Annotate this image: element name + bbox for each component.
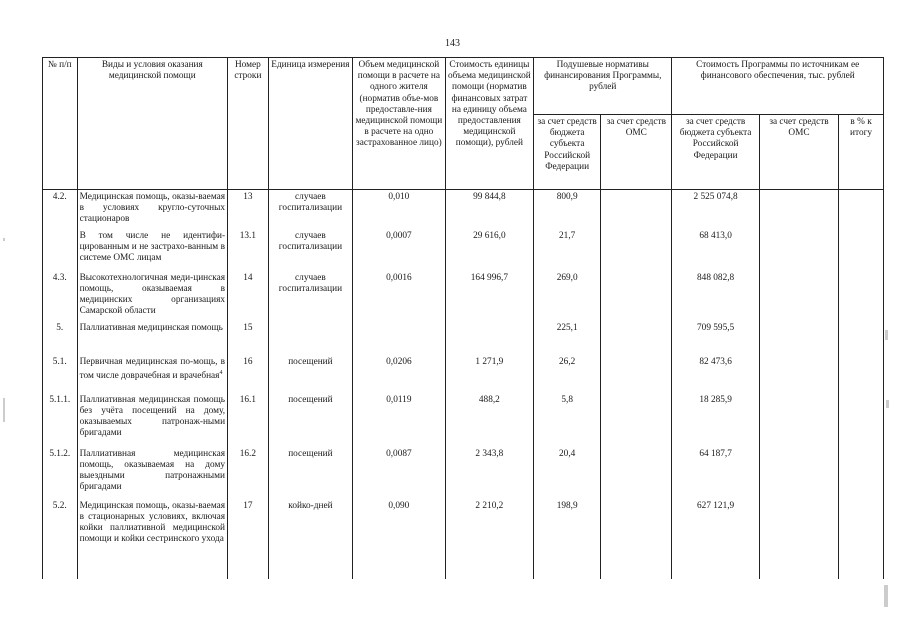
cell-cost: 2 343,8 [445,449,533,501]
cell-unit: посещений [268,449,352,501]
cell-name: Паллиативная медицинская помощь, оказываемая на дому выездными патронажными бригадами [77,449,227,501]
cell-per-capita-oms [601,357,672,395]
cell-cost [445,323,533,357]
cell-volume: 0,090 [353,501,446,579]
cell-name: Медицинская помощь, оказы-ваемая в стационарных условиях, включая койки паллиативной медицинской помощи и койки сестринского ухода [77,501,227,579]
header-program-cost: Стоимость Программы по источникам ее финансового обеспечения, тыс. рублей [672,58,884,115]
cell-program-oms [759,395,838,449]
cell-cost: 164 996,7 [445,273,533,323]
table-row [43,395,884,449]
cell-volume: 0,0119 [353,395,446,449]
header-unit: Единица измерения [268,58,352,190]
cell-per-capita-budget: 198,9 [534,501,601,579]
cell-program-pct [839,323,884,357]
cell-per-capita-budget: 26,2 [534,357,601,395]
cell-program-pct [839,231,884,273]
cell-program-pct [839,273,884,323]
cell-per-capita-oms [601,190,672,231]
table-body [43,190,884,579]
header-per-capita: Подушевые нормативы финансирования Программы, рублей [534,58,672,115]
cell-volume: 0,0007 [353,231,446,273]
cell-per-capita-budget: 20,4 [534,449,601,501]
cell-per-capita-oms [601,273,672,323]
table-row [43,357,884,395]
table-row [43,273,884,323]
cell-unit: случаев госпитализации [268,273,352,323]
table-row [43,323,884,357]
cell-cost: 29 616,0 [445,231,533,273]
cell-volume: 0,0206 [353,357,446,395]
cell-volume: 0,0016 [353,273,446,323]
cell-row-no: 16.2 [228,449,269,501]
cell-per-capita-oms [601,395,672,449]
cell-row-no: 13.1 [228,231,269,273]
cell-row-no: 15 [228,323,269,357]
scan-mark [885,330,888,340]
cell-program-oms [759,190,838,231]
cell-num: 5. [43,323,78,357]
cell-program-pct [839,190,884,231]
financing-table [42,57,884,579]
cell-per-capita-budget: 5,8 [534,395,601,449]
header-cost: Стоимость единицы объема медицинской помощи (норматив финансовых затрат на единицу объема предоставления медицинской помощи), рублей [445,58,533,190]
cell-program-budget: 64 187,7 [672,449,759,501]
cell-cost: 2 210,2 [445,501,533,579]
cell-unit: койко-дней [268,501,352,579]
header-row-no: Номер строки [228,58,269,190]
cell-program-oms [759,273,838,323]
cell-per-capita-budget: 21,7 [534,231,601,273]
scan-mark [884,585,888,607]
cell-name: Высокотехнологичная меди-цинская помощь, оказываемая в медицинских организациях Самарской области [77,273,227,323]
cell-program-budget: 68 413,0 [672,231,759,273]
cell-program-budget: 709 595,5 [672,323,759,357]
cell-program-oms [759,501,838,579]
cell-cost: 488,2 [445,395,533,449]
cell-row-no: 17 [228,501,269,579]
cell-name: Паллиативная медицинская помощь [77,323,227,357]
cell-per-capita-oms [601,501,672,579]
cell-program-budget: 627 121,9 [672,501,759,579]
header-program-pct: в % к итогу [839,115,884,190]
page-number: 143 [445,38,460,49]
cell-program-budget: 18 285,9 [672,395,759,449]
cell-row-no: 13 [228,190,269,231]
cell-unit [268,323,352,357]
cell-num: 4.2. [43,190,78,231]
cell-program-oms [759,231,838,273]
header-program-budget: за счет средств бюджета субъекта Российской Федерации [672,115,759,190]
cell-name: Медицинская помощь, оказы-ваемая в условиях кругло-суточных стационаров [77,190,227,231]
cell-cost: 99 844,8 [445,190,533,231]
cell-unit: посещений [268,357,352,395]
cell-unit: случаев госпитализации [268,231,352,273]
cell-per-capita-oms [601,231,672,273]
cell-row-no: 16.1 [228,395,269,449]
cell-program-pct [839,357,884,395]
cell-unit: посещений [268,395,352,449]
scan-mark [3,398,5,422]
cell-num: 4.3. [43,273,78,323]
cell-program-pct [839,395,884,449]
scan-mark [3,238,5,241]
cell-cost: 1 271,9 [445,357,533,395]
footnote-mark: 4 [219,369,223,376]
cell-num [43,231,78,273]
cell-row-no: 16 [228,357,269,395]
cell-per-capita-oms [601,323,672,357]
header-row-1 [43,58,884,115]
header-num: № п/п [43,58,78,190]
cell-per-capita-budget: 269,0 [534,273,601,323]
cell-num: 5.1.1. [43,395,78,449]
table-row [43,231,884,273]
header-per-capita-budget: за счет средств бюджета субъекта Российской Федерации [534,115,601,190]
table-row [43,190,884,231]
cell-program-oms [759,323,838,357]
table-row [43,449,884,501]
cell-num: 5.2. [43,501,78,579]
cell-program-budget: 848 082,8 [672,273,759,323]
cell-program-budget: 82 473,6 [672,357,759,395]
cell-name: В том числе не идентифи-цированным и не застрахо-ванным в системе ОМС лицам [77,231,227,273]
cell-num: 5.1. [43,357,78,395]
cell-volume: 0,010 [353,190,446,231]
cell-per-capita-budget: 225,1 [534,323,601,357]
header-kind: Виды и условия оказания медицинской помощи [77,58,227,190]
table-row [43,501,884,579]
cell-volume: 0,0087 [353,449,446,501]
header-program-oms: за счет средств ОМС [759,115,838,190]
header-volume: Объем медицинской помощи в расчете на одного жителя (норматив объе-мов предоставле-ния медицинской помощи в расчете на одно застрахованное лицо) [353,58,446,190]
cell-name: Первичная медицинская по-мощь, в том числе доврачебная и врачебная$^4$ [77,357,227,395]
cell-program-oms [759,449,838,501]
cell-program-oms [759,357,838,395]
cell-num: 5.1.2. [43,449,78,501]
cell-program-budget: 2 525 074,8 [672,190,759,231]
cell-name: Паллиативная медицинская помощь без учёта посещений на дому, оказываемых патронаж-ными бригадами [77,395,227,449]
cell-program-pct [839,501,884,579]
header-per-capita-oms: за счет средств ОМС [601,115,672,190]
cell-per-capita-budget: 800,9 [534,190,601,231]
cell-program-pct [839,449,884,501]
cell-row-no: 14 [228,273,269,323]
cell-per-capita-oms [601,449,672,501]
cell-unit: случаев госпитализации [268,190,352,231]
cell-volume [353,323,446,357]
scan-mark [886,400,889,408]
